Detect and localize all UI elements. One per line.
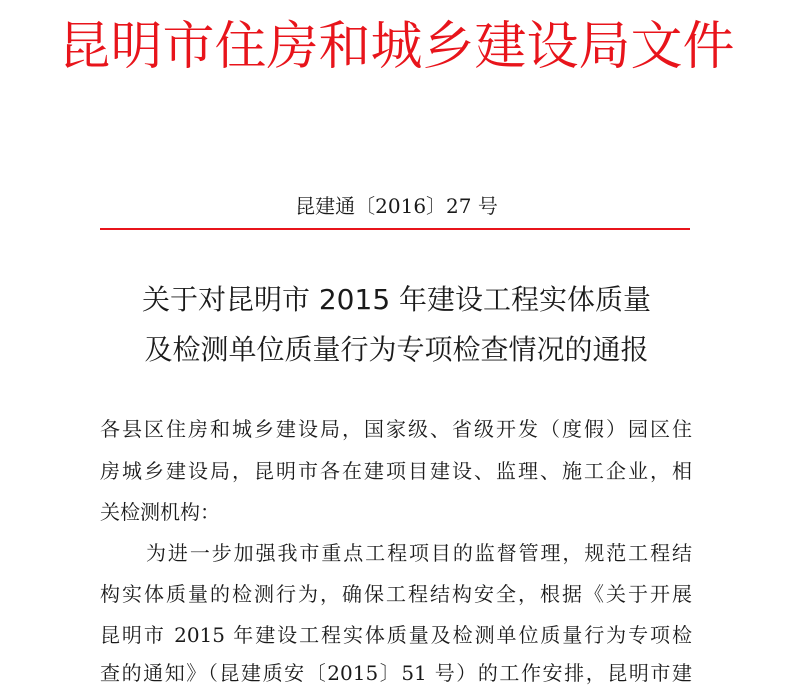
salutation-line-3: 关检测机构： [100, 500, 220, 524]
paragraph-line-4: 查的通知》（昆建质安〔2015〕51 号）的工作安排，昆明市建 [100, 661, 692, 685]
paragraph-line-1: 为进一步加强我市重点工程项目的监督管理，规范工程结 [146, 541, 692, 565]
issuer-header: 昆明市住房和城乡建设局文件 [58, 17, 735, 77]
red-divider-line [100, 228, 690, 230]
salutation-line-2: 房城乡建设局，昆明市各在建项目建设、监理、施工企业，相 [100, 459, 692, 483]
paragraph-line-3: 昆明市 2015 年建设工程实体质量及检测单位质量行为专项检 [100, 623, 692, 647]
document-number: 昆建通〔2016〕27 号 [295, 194, 498, 218]
salutation-line-1: 各县区住房和城乡建设局，国家级、省级开发（度假）园区住 [100, 417, 692, 441]
document-title-line-1: 关于对昆明市 2015 年建设工程实体质量 [141, 283, 652, 316]
paragraph-line-2: 构实体质量的检测行为，确保工程结构安全，根据《关于开展 [100, 582, 692, 606]
document-title-line-2: 及检测单位质量行为专项检查情况的通报 [144, 333, 649, 366]
